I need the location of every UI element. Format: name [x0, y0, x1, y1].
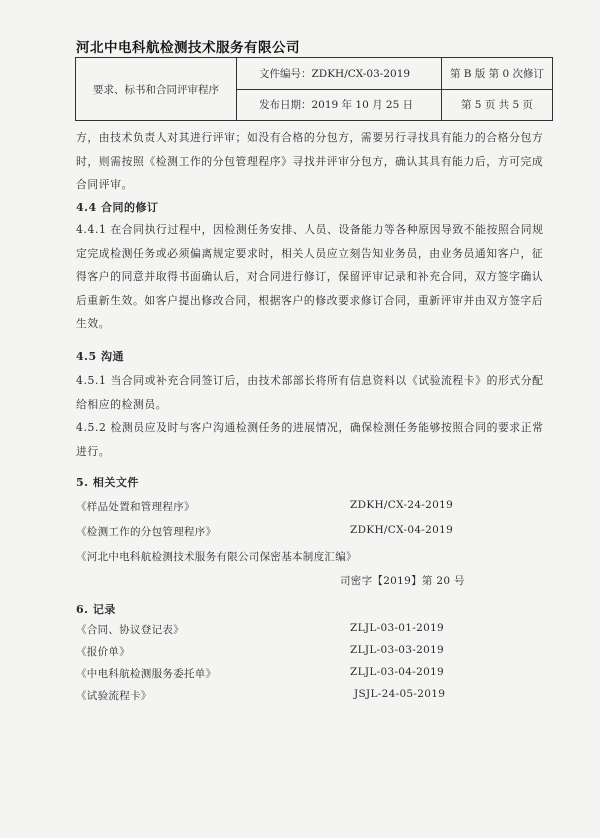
section-6-heading: 6. 记录	[76, 603, 116, 616]
section-4-5-1-paragraph: 4.5.1 当合同或补充合同签订后，由技术部部长将所有信息资料以《试验流程卡》的形式分配给相应的检测员。	[76, 374, 544, 411]
record-title: 《合同、协议登记表》	[76, 624, 184, 636]
record-code: ZLJL-03-01-2019	[350, 622, 445, 634]
procedure-name: 要求、标书和合同评审程序	[76, 58, 237, 121]
section-4-5-heading: 4.5 沟通	[76, 350, 124, 363]
section-5-heading: 5. 相关文件	[76, 476, 139, 489]
related-doc-code: ZDKH/CX-04-2019	[350, 524, 454, 536]
record-code: ZLJL-03-04-2019	[350, 666, 445, 678]
related-doc-title: 《河北中电科航检测技术服务有限公司保密基本制度汇编》	[76, 551, 357, 563]
page-info: 第 5 页 共 5 页	[442, 89, 553, 121]
record-title: 《报价单》	[76, 646, 130, 658]
section-4-5-2-paragraph: 4.5.2 检测员应及时与客户沟通检测任务的进展情况，确保检测任务能够按照合同的要求正常进行。	[76, 421, 544, 458]
record-code: ZLJL-03-03-2019	[350, 644, 445, 656]
section-4-4-1-paragraph: 4.4.1 在合同执行过程中，因检测任务安排、人员、设备能力等各种原因导致不能按照合同规定完成检测任务或必须偏离规定要求时，相关人员应立刻告知业务员，由业务员通知客户，征得客户的同意并取得书面确认后，对合同进行修订，保留评审记录和补充合同，双方签字确认后重新生效。如客户提出修改合同，根据客户的修改要求修订合同，重新评审并由双方签字后生效。	[76, 223, 544, 330]
document-number: 文件编号：ZDKH/CX-03-2019	[237, 58, 442, 90]
record-title: 《中电科航检测服务委托单》	[76, 668, 217, 680]
related-doc-code: ZDKH/CX-24-2019	[350, 499, 454, 511]
company-name: 河北中电科航检测技术服务有限公司	[76, 40, 300, 56]
continuation-paragraph: 方，由技术负责人对其进行评审；如没有合格的分包方，需要另行寻找具有能力的合格分包方时，则需按照《检测工作的分包管理程序》寻找并评审分包方，确认其具有能力后，方可完成合同评审。	[76, 131, 544, 191]
record-title: 《试验流程卡》	[76, 690, 152, 702]
document-header-table	[75, 57, 553, 121]
version-info: 第 B 版 第 0 次修订	[442, 58, 553, 90]
section-4-4-heading: 4.4 合同的修订	[76, 201, 159, 214]
related-doc-title: 《样品处置和管理程序》	[76, 501, 195, 513]
related-doc-code: 司密字【2019】第 20 号	[340, 575, 465, 587]
record-code: JSJL-24-05-2019	[354, 688, 446, 700]
issue-date: 发布日期：2019 年 10 月 25 日	[237, 89, 442, 121]
related-doc-title: 《检测工作的分包管理程序》	[76, 526, 217, 538]
